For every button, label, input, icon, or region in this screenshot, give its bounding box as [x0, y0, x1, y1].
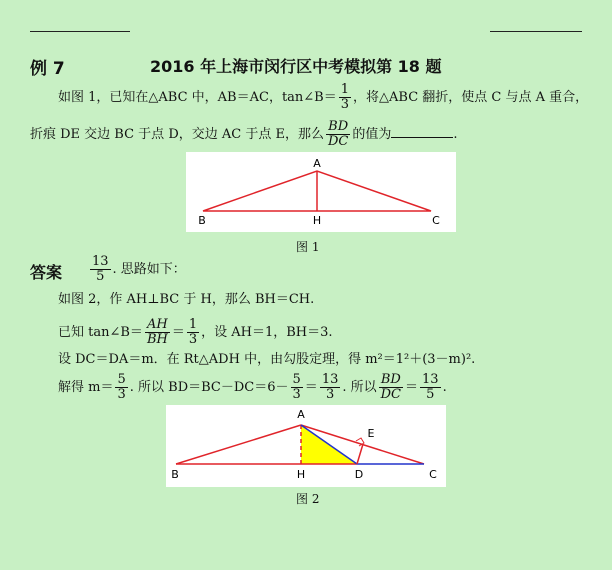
- bd-fraction: [291, 373, 303, 402]
- figure-1-caption: 图 1: [296, 240, 320, 254]
- problem-text-2b: 的值为: [352, 127, 392, 142]
- ratio-denominator: DC: [327, 134, 349, 149]
- step2-fraction-1-3: [187, 318, 199, 347]
- header-rule-right: [490, 31, 582, 32]
- point-a-label: A: [313, 157, 321, 170]
- problem-line-2: [30, 120, 458, 149]
- header-rule-left: [30, 31, 130, 32]
- step4-text-a: 解得 m＝: [58, 380, 114, 395]
- ratio-numerator: BD: [326, 120, 350, 135]
- example-title: 2016 年上海市闵行区中考模拟第 18 题: [150, 57, 442, 76]
- bd-denominator: 3: [292, 387, 301, 402]
- step2-numerator-2: 1: [188, 317, 198, 332]
- point-b-label: B: [198, 214, 206, 227]
- figure-1-diagram: [186, 152, 456, 232]
- answer-step-3: 设 DC＝DA＝m．在 Rt△ADH 中，由勾股定理，得 m²＝1²＋(3－m)².: [58, 352, 476, 367]
- answer-fraction: [90, 255, 111, 284]
- step2-numerator: AH: [145, 318, 170, 333]
- figure-2-caption: 图 2: [296, 492, 320, 506]
- point-c-label: C: [429, 468, 437, 481]
- ratio-result-fraction: [379, 373, 403, 402]
- tan-denominator: 3: [340, 97, 350, 112]
- ratio-result-numerator: BD: [379, 373, 403, 388]
- m-numerator: 5: [117, 372, 126, 387]
- step4-text-d: . 所以: [342, 380, 377, 395]
- problem-text-2end: .: [453, 127, 458, 142]
- figure-1: [186, 152, 456, 232]
- final-numerator: 13: [422, 372, 439, 387]
- point-b-label: B: [171, 468, 179, 481]
- answer-intro: . 思路如下：: [112, 262, 186, 277]
- m-fraction: [115, 373, 127, 402]
- bd-result-numerator: 13: [321, 372, 339, 387]
- tan-fraction: [339, 83, 351, 112]
- tan-numerator: 1: [340, 82, 350, 97]
- answer-value-line: [88, 255, 186, 284]
- answer-numerator: 13: [92, 254, 109, 269]
- problem-line-1: [58, 83, 588, 112]
- answer-step-2: [58, 318, 333, 347]
- step2-denominator-2: 3: [188, 332, 198, 347]
- bd-numerator: 5: [292, 372, 301, 387]
- answer-denominator: 5: [96, 269, 105, 284]
- point-h-label: H: [312, 214, 322, 227]
- step4-end: .: [442, 380, 447, 395]
- step2-text-a: 已知 tan∠B＝: [58, 325, 143, 340]
- point-c-label: C: [432, 214, 440, 227]
- m-denominator: 3: [117, 387, 126, 402]
- final-fraction: [420, 373, 441, 402]
- bd-result-denominator: 3: [325, 387, 335, 402]
- problem-text-1b: ，将△ABC 翻折，使点 C 与点 A 重合，: [353, 90, 589, 105]
- ratio-fraction: [326, 120, 350, 149]
- answer-blank: [391, 125, 453, 138]
- point-a-label: A: [297, 408, 305, 421]
- answer-label: 答案: [30, 263, 63, 282]
- step2-fraction-ah-bh: [145, 318, 170, 347]
- step2-denominator: BH: [146, 332, 168, 347]
- side-ab: [176, 425, 301, 464]
- step4-text-e: ＝: [405, 380, 419, 395]
- fold-line-de: [357, 444, 363, 464]
- step4-text-c: ＝: [304, 380, 318, 395]
- figure-2-diagram: [166, 405, 446, 487]
- final-denominator: 5: [426, 387, 435, 402]
- figure-2: [166, 405, 446, 487]
- bd-result-fraction: [320, 373, 341, 402]
- answer-step-1: 如图 2，作 AH⊥BC 于 H，那么 BH＝CH.: [58, 292, 315, 307]
- problem-text-1a: 如图 1，已知在△ABC 中，AB＝AC，tan∠B＝: [58, 90, 337, 105]
- answer-step-4: [58, 373, 447, 402]
- ratio-result-denominator: DC: [380, 387, 401, 402]
- step2-equals: ＝: [171, 325, 185, 340]
- point-e-label: E: [367, 427, 375, 440]
- example-label: 例 7: [30, 59, 65, 79]
- point-d-label: D: [354, 468, 364, 481]
- point-h-label: H: [296, 468, 306, 481]
- step4-text-b: . 所以 BD＝BC－DC＝6－: [129, 380, 289, 395]
- problem-text-2a: 折痕 DE 交边 BC 于点 D，交边 AC 于点 E，那么: [30, 127, 324, 142]
- step2-text-b: ，设 AH＝1，BH＝3.: [201, 325, 333, 340]
